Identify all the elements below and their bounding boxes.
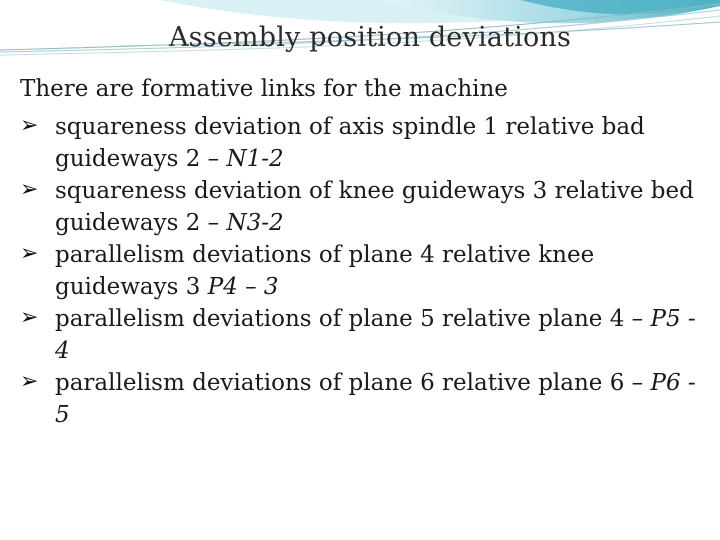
list-item	[20, 303, 710, 367]
bullet-text: squareness deviation of knee guideways 3 relative bed guideways 2 –	[55, 178, 694, 236]
list-item	[20, 239, 710, 303]
arrow-bullet-icon: ➢	[20, 113, 39, 138]
deviation-symbol: N3-2	[226, 210, 284, 236]
deviation-symbol: P5 - 4	[55, 306, 696, 364]
bullet-text: parallelism deviations of plane 6 relative plane 6 –	[55, 370, 651, 396]
arrow-bullet-icon: ➢	[20, 369, 39, 394]
bullet-text: parallelism deviations of plane 4 relative knee guideways 3	[55, 242, 595, 300]
deviation-symbol: P4 – 3	[207, 274, 279, 300]
arrow-bullet-icon: ➢	[20, 305, 39, 330]
deviation-symbol: P6 - 5	[55, 370, 696, 428]
list-item	[20, 111, 710, 175]
arrow-bullet-icon: ➢	[20, 241, 39, 266]
arrow-bullet-icon: ➢	[20, 177, 39, 202]
deviation-symbol: N1-2	[226, 146, 284, 172]
slide-title: Assembly position deviations	[168, 22, 572, 53]
bullet-list	[20, 111, 710, 431]
bullet-text: squareness deviation of axis spindle 1 relative bad guideways 2 –	[55, 114, 645, 172]
list-item	[20, 175, 710, 239]
bullet-text: parallelism deviations of plane 5 relative plane 4 –	[55, 306, 651, 332]
intro-text: There are formative links for the machine	[20, 76, 508, 102]
list-item	[20, 367, 710, 431]
